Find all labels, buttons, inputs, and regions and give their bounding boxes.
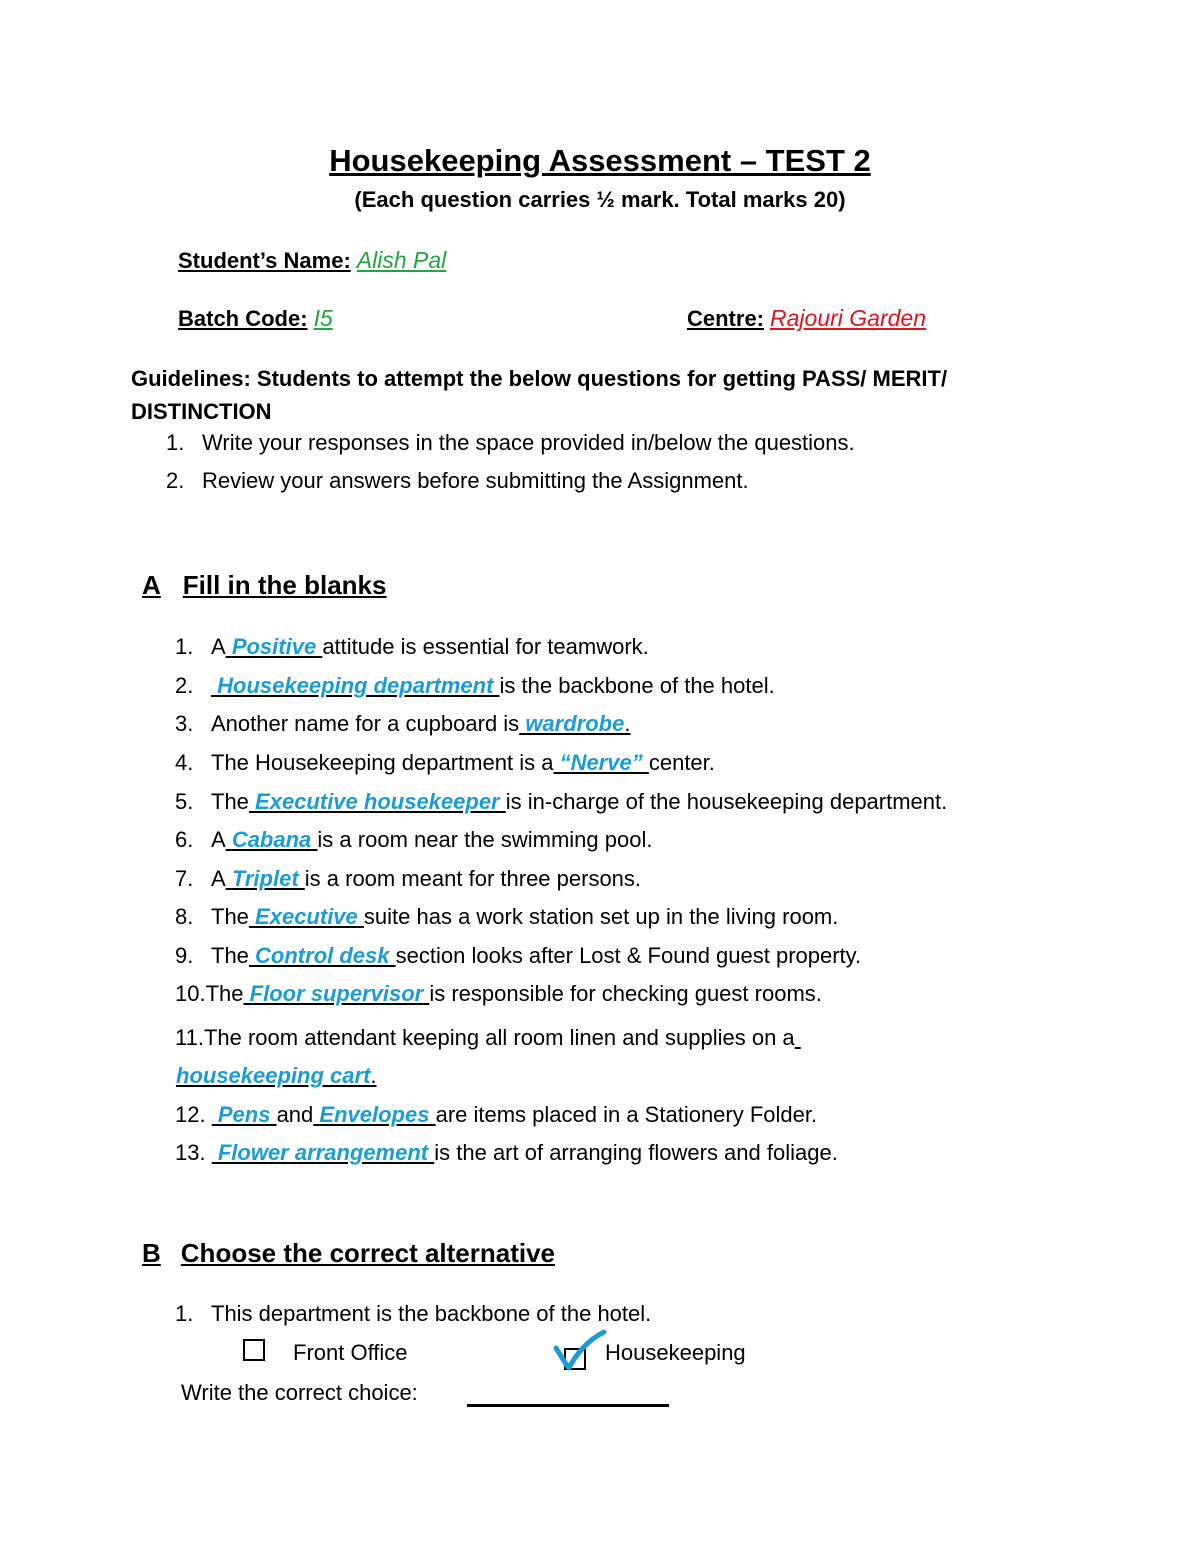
question-a3: 3. Another name for a cupboard is wardrobe. bbox=[175, 711, 631, 736]
section-title: Choose the correct alternative bbox=[180, 1238, 556, 1268]
page-title: Housekeeping Assessment – TEST 2 bbox=[329, 143, 871, 178]
section-title: Fill in the blanks bbox=[182, 570, 387, 600]
answer: wardrobe bbox=[525, 711, 625, 736]
centre-value: Rajouri Garden bbox=[770, 305, 926, 331]
student-name-label: Student’s Name: bbox=[178, 248, 351, 273]
write-choice-label: Write the correct choice: bbox=[181, 1380, 418, 1405]
answer: Positive bbox=[231, 634, 317, 659]
question-a11: 11.The room attendant keeping all room linen and supplies on a bbox=[175, 1025, 795, 1050]
batch-code-row bbox=[178, 305, 333, 332]
guidelines-heading: Guidelines: Students to attempt the below questions for getting PASS/ MERIT/ DISTINCTION bbox=[131, 366, 948, 424]
student-name-value: Alish Pal bbox=[356, 247, 447, 273]
section-letter: B bbox=[142, 1238, 161, 1268]
question-a11-answer: housekeeping cart. bbox=[176, 1063, 377, 1088]
answer: Pens bbox=[217, 1102, 271, 1127]
answer-line[interactable] bbox=[467, 1404, 669, 1407]
question-a8: 8. The Executive suite has a work station set up in the living room. bbox=[175, 904, 839, 929]
checkmark-icon bbox=[550, 1328, 610, 1376]
question-b1: 1. This department is the backbone of the hotel. bbox=[175, 1301, 652, 1326]
question-a12: 12. Pens and Envelopes are items placed in a Stationery Folder. bbox=[175, 1102, 818, 1127]
question-a10: 10.The Floor supervisor is responsible for checking guest rooms. bbox=[175, 981, 822, 1006]
question-a5: 5. The Executive housekeeper is in-charge of the housekeeping department. bbox=[175, 789, 948, 814]
option-housekeeping-label: Housekeeping bbox=[605, 1340, 746, 1365]
question-a9: 9. The Control desk section looks after Lost & Found guest property. bbox=[175, 943, 862, 968]
guideline-item: 1. Write your responses in the space provided in/below the questions. bbox=[166, 430, 855, 455]
answer: Cabana bbox=[231, 827, 312, 852]
question-a6: 6. A Cabana is a room near the swimming pool. bbox=[175, 827, 653, 852]
batch-code-value: I5 bbox=[313, 305, 333, 331]
question-a13: 13. Flower arrangement is the art of arranging flowers and foliage. bbox=[175, 1140, 838, 1165]
answer: Floor supervisor bbox=[249, 981, 424, 1006]
question-a7: 7. A Triplet is a room meant for three persons. bbox=[175, 866, 642, 891]
section-b-heading bbox=[142, 1238, 555, 1269]
option-front-office-label: Front Office bbox=[293, 1340, 408, 1365]
section-letter: A bbox=[142, 570, 161, 600]
answer: “Nerve” bbox=[559, 750, 643, 775]
answer: Triplet bbox=[231, 866, 299, 891]
centre-row bbox=[687, 305, 926, 332]
answer: Housekeeping department bbox=[217, 673, 494, 698]
question-a2: 2. Housekeeping department is the backbone of the hotel. bbox=[175, 673, 775, 698]
answer: Flower arrangement bbox=[217, 1140, 429, 1165]
answer: housekeeping cart bbox=[176, 1063, 371, 1088]
centre-label: Centre: bbox=[687, 306, 765, 331]
guideline-item: 2. Review your answers before submitting the Assignment. bbox=[166, 468, 749, 493]
section-a-heading bbox=[142, 570, 386, 601]
page-subtitle: (Each question carries ½ mark. Total marks 20) bbox=[354, 187, 846, 212]
batch-code-label: Batch Code: bbox=[178, 306, 308, 331]
answer: Envelopes bbox=[319, 1102, 430, 1127]
student-name-row bbox=[178, 247, 446, 274]
checkbox-front-office[interactable] bbox=[243, 1339, 265, 1361]
answer: Executive housekeeper bbox=[255, 789, 500, 814]
answer: Control desk bbox=[255, 943, 390, 968]
question-a1: 1. A Positive attitude is essential for teamwork. bbox=[175, 634, 649, 659]
question-a4: 4. The Housekeeping department is a “Nerve” center. bbox=[175, 750, 715, 775]
answer: Executive bbox=[255, 904, 358, 929]
